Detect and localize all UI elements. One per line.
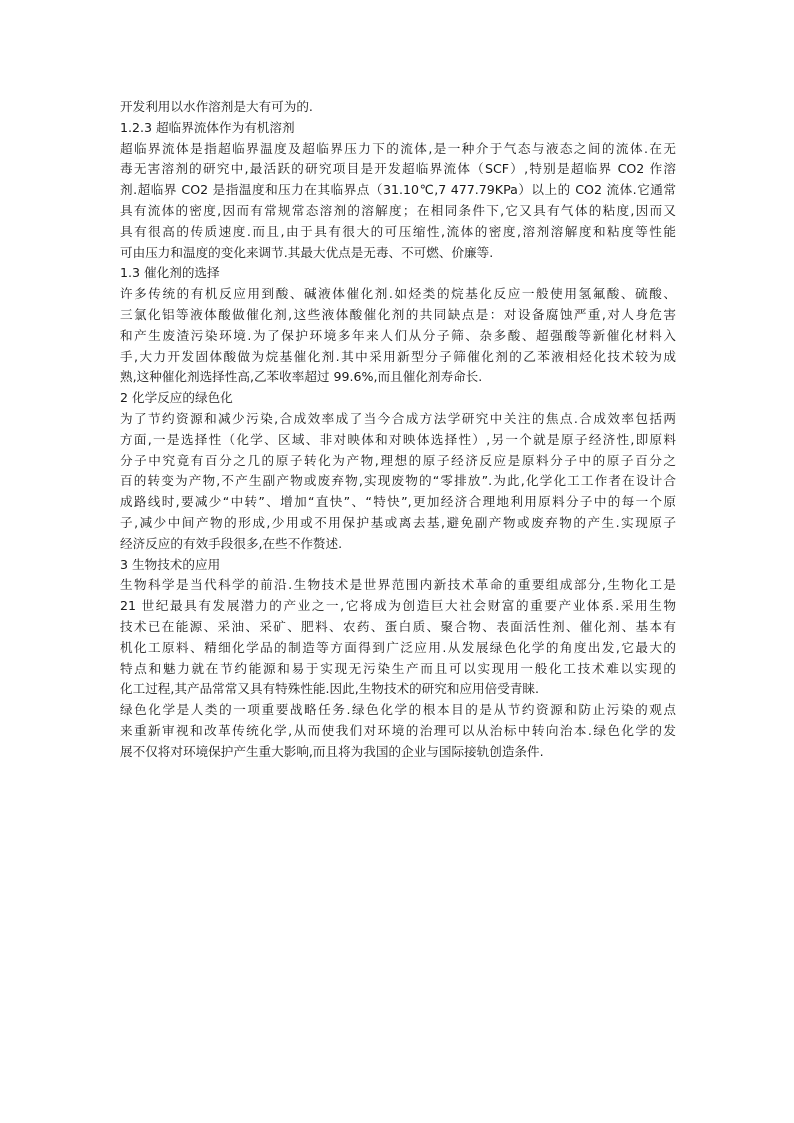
paragraph-line: 百的转变为产物,不产生副产物或废弃物,实现废物的“零排放”.为此,化学化工工作者在设计合 [120,473,676,489]
paragraph-line: 生物科学是当代科学的前沿.生物技术是世界范围内新技术革命的重要组成部分,生物化工是 [120,577,676,593]
paragraph-line: 经济反应的有效手段很多,在些不作赘述. [120,535,343,551]
paragraph-line: 具有很高的传质速度.而且,由于具有很大的可压缩性,流体的密度,溶剂溶解度和粘度等性能 [120,223,676,239]
paragraph-line: 成路线时,要减少“中转”、增加“直快”、“特快”,更加经济合理地利用原料分子中的每一个原 [120,494,676,510]
paragraph-line: 为了节约资源和减少污染,合成效率成了当今合成方法学研究中关注的焦点.合成效率包括两 [120,410,676,426]
paragraph-line: 三氯化铝等液体酸做催化剂,这些液体酸催化剂的共同缺点是：对设备腐蚀严重,对人身危害 [120,306,676,322]
paragraph-line: 超临界流体是指超临界温度及超临界压力下的流体,是一种介于气态与液态之间的流体.在无 [120,140,676,156]
section-heading: 3 生物技术的应用 [120,556,221,572]
paragraph-line: 来重新审视和改革传统化学,从而使我们对环境的治理可以从治标中转向治本.绿色化学的发 [120,722,676,738]
paragraph-line: 子,减少中间产物的形成,少用或不用保护基或离去基,避免副产物或废弃物的产生.实现原子 [120,514,676,530]
paragraph-line: 剂.超临界 CO2 是指温度和压力在其临界点（31.10℃,7 477.79KPa）以上的 CO2 流体.它通常 [120,182,676,198]
section-heading: 1.3 催化剂的选择 [120,265,220,281]
paragraph-line: 方面,一是选择性（化学、区域、非对映体和对映体选择性）,另一个就是原子经济性,即原料 [120,431,676,447]
paragraph-line: 21 世纪最具有发展潜力的产业之一,它将成为创造巨大社会财富的重要产业体系.采用生物 [120,598,676,614]
paragraph-line: 绿色化学是人类的一项重要战略任务.绿色化学的根本目的是从节约资源和防止污染的观点 [120,702,676,718]
paragraph-line: 手,大力开发固体酸做为烷基催化剂.其中采用新型分子筛催化剂的乙苯液相烃化技术较为成 [120,348,676,364]
paragraph-line: 可由压力和温度的变化来调节.其最大优点是无毒、不可燃、价廉等. [120,244,494,260]
paragraph-line: 技术已在能源、采油、采矿、肥料、农药、蛋白质、聚合物、表面活性剂、催化剂、基本有 [120,618,676,634]
paragraph-line: 机化工原料、精细化学品的制造等方面得到广泛应用.从发展绿色化学的角度出发,它最大的 [120,639,676,655]
paragraph-line: 化工过程,其产品常常又具有特殊性能.因此,生物技术的研究和应用倍受青睐. [120,681,540,697]
paragraph-line: 展不仅将对环境保护产生重大影响,而且将为我国的企业与国际接轨创造条件. [120,743,544,759]
paragraph-line: 毒无害溶剂的研究中,最活跃的研究项目是开发超临界流体（SCF）,特别是超临界 CO2 作溶 [120,161,676,177]
paragraph-line: 开发利用以水作溶剂是大有可为的. [120,99,313,114]
paragraph-line: 具有流体的密度,因而有常规常态溶剂的溶解度；在相同条件下,它又具有气体的粘度,因而又 [120,202,676,218]
paragraph-line: 分子中究竟有百分之几的原子转化为产物,理想的原子经济反应是原料分子中的原子百分之 [120,452,676,468]
paragraph-line: 熟,这种催化剂选择性高,乙苯收率超过 99.6%,而且催化剂寿命长. [120,369,483,385]
paragraph-line: 许多传统的有机反应用到酸、碱液体催化剂.如烃类的烷基化反应一般使用氢氟酸、硫酸、 [120,286,676,302]
paragraph-line: 特点和魅力就在节约能源和易于实现无污染生产而且可以实现用一般化工技术难以实现的 [120,660,676,676]
section-heading: 2 化学反应的绿色化 [120,390,233,406]
paragraph-line: 和产生废渣污染环境.为了保护环境多年来人们从分子筛、杂多酸、超强酸等新催化材料入 [120,327,676,343]
section-heading: 1.2.3 超临界流体作为有机溶剂 [120,119,295,135]
document-page [120,97,676,763]
